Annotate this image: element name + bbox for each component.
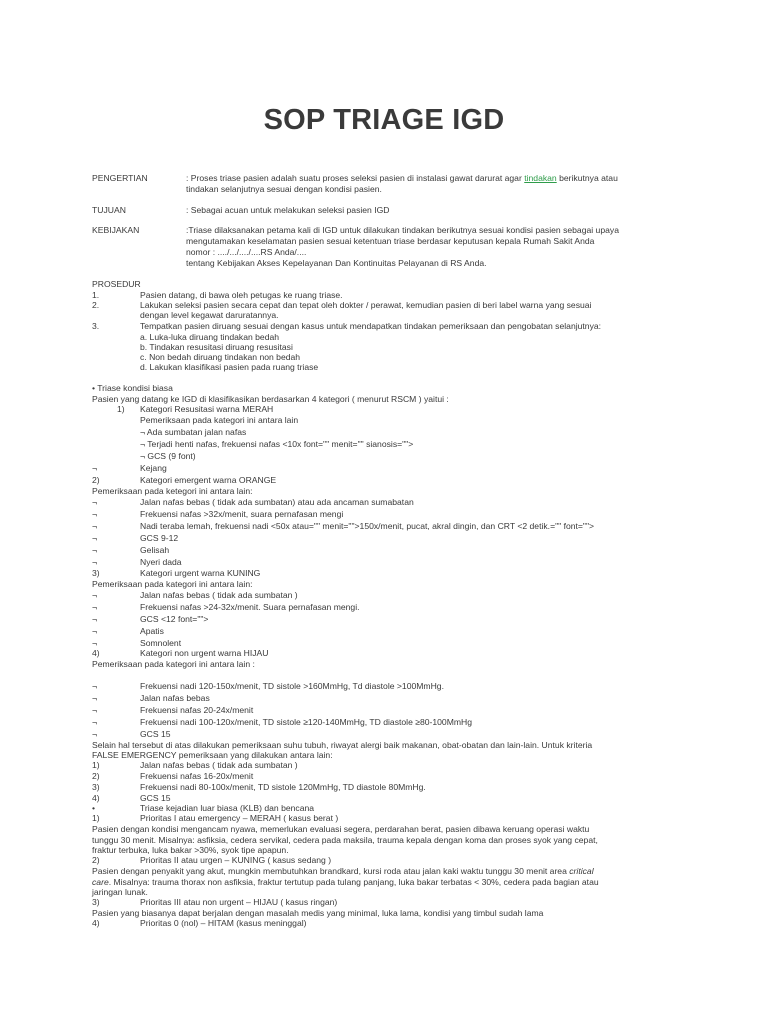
- kategori-4-item: Jalan nafas bebas: [140, 693, 210, 703]
- kategori-2-intro: Pemeriksaan pada ketegori ini antara lain:: [92, 486, 253, 496]
- kategori-3-intro: Pemeriksaan pada kategori ini antara lain:: [92, 579, 253, 589]
- prioritas-2-desc-1-italic: critical: [569, 866, 594, 876]
- tujuan-label: TUJUAN: [92, 205, 126, 215]
- prioritas-2-desc-1: [92, 866, 594, 876]
- negation-bullet: ¬: [92, 638, 98, 648]
- kategori-1-item: ¬ Terjadi henti nafas, frekuensi nafas <10x font="" menit="" sianosis="">: [140, 439, 414, 449]
- kategori-4-title: Kategori non urgent warna HIJAU: [140, 648, 269, 658]
- false-emergency-intro-1: Selain hal tersebut di atas dilakukan pemeriksaan suhu tubuh, riwayat alergi baik makanan, obat-obatan dan lain-lain. Untuk kriteria: [92, 740, 593, 750]
- page-title: SOP TRIAGE IGD: [263, 104, 505, 136]
- prioritas-1-desc-1: Pasien dengan kondisi mengancam nyawa, memerlukan evaluasi segera, perdarahan berat, pasien dibawa keruang operasi waktu: [92, 824, 590, 834]
- prioritas-1-title: Prioritas I atau emergency – MERAH ( kasus berat ): [140, 813, 339, 823]
- prioritas-2-desc-2: [92, 877, 599, 887]
- kebijakan-text-1: :Triase dilaksanakan petama kali di IGD untuk dilakukan tindakan berikutnya sesuai kondisi pasien sebagai upaya: [186, 225, 619, 235]
- kategori-3-item: Apatis: [140, 626, 164, 636]
- kategori-1-title: Kategori Resusitasi warna MERAH: [140, 404, 274, 414]
- kategori-3-num: 3): [92, 568, 100, 578]
- prosedur-step-3d: d. Lakukan klasifikasi pasien pada ruang triase: [140, 362, 319, 372]
- prosedur-step-2a: Lakukan seleksi pasien secara cepat dan tepat oleh dokter / perawat, kemudian pasien di beri label warna yang sesuai: [140, 300, 592, 310]
- kategori-2-title: Kategori emergent warna ORANGE: [140, 475, 277, 485]
- prosedur-step-2b: dengan level kegawat daruratannya.: [140, 310, 279, 320]
- prioritas-2-desc-2-italic: care: [92, 877, 109, 887]
- kebijakan-text-4: tentang Kebijakan Akses Kepelayanan Dan Kontinuitas Pelayanan di RS Anda.: [186, 258, 487, 268]
- negation-bullet: ¬: [92, 614, 98, 624]
- kategori-2-item: Frekuensi nafas >32x/menit, suara pernafasan mengi: [140, 509, 344, 519]
- kebijakan-text-3: nomor : ..../.../..../....RS Anda/....: [186, 247, 307, 257]
- kategori-4-num: 4): [92, 648, 100, 658]
- pengertian-text-post: berikutnya atau: [556, 173, 618, 183]
- triase-biasa-intro: Pasien yang datang ke IGD di klasifikasikan berdasarkan 4 kategori ( menurut RSCM ) yaitui :: [92, 394, 449, 404]
- prosedur-step-3: Tempatkan pasien diruang sesuai dengan kasus untuk mendapatkan tindakan pemeriksaan dan pengobatan selanjutnya:: [140, 321, 602, 331]
- pengertian-text-pre: : Proses triase pasien adalah suatu proses seleksi pasien di instalasi gawat darurat agar: [186, 173, 525, 183]
- negation-bullet: ¬: [92, 626, 98, 636]
- tindakan-link[interactable]: tindakan: [524, 173, 557, 183]
- prioritas-2-desc-3: jaringan lunak.: [92, 887, 148, 897]
- kategori-2-item: GCS 9-12: [140, 533, 179, 543]
- kategori-3-item: Jalan nafas bebas ( tidak ada sumbatan ): [140, 590, 298, 600]
- prosedur-step-3c: c. Non bedah diruang tindakan non bedah: [140, 352, 301, 362]
- prosedur-step-3a: a. Luka-luka diruang tindakan bedah: [140, 332, 280, 342]
- negation-bullet: ¬: [92, 705, 98, 715]
- prioritas-4-title: Prioritas 0 (nol) – HITAM (kasus meninggal): [140, 918, 307, 928]
- kategori-4-item: Frekuensi nadi 120-150x/menit, TD sistole >160MmHg, Td diastole >100MmHg.: [140, 681, 444, 691]
- kategori-4-item: GCS 15: [140, 729, 171, 739]
- kategori-2-item: Nyeri dada: [140, 557, 182, 567]
- prosedur-step-1: Pasien datang, di bawa oleh petugas ke ruang triase.: [140, 290, 343, 300]
- prioritas-3-title: Prioritas III atau non urgent – HIJAU ( kasus ringan): [140, 897, 338, 907]
- prosedur-num-1: 1.: [92, 290, 100, 300]
- negation-bullet: ¬: [92, 602, 98, 612]
- false-emergency-item: Frekuensi nafas 16-20x/menit: [140, 771, 254, 781]
- prioritas-1-desc-2: tunggu 30 menit. Misalnya: asfiksia, cedera servikal, cedera pada maksila, trauma kepala dengan koma dan proses syok yang cepat,: [92, 835, 598, 845]
- kategori-2-item: Jalan nafas bebas ( tidak ada sumbatan) atau ada ancaman sumabatan: [140, 497, 414, 507]
- prioritas-1-num: 1): [92, 813, 100, 823]
- negation-bullet: ¬: [92, 521, 98, 531]
- prioritas-4-num: 4): [92, 918, 100, 928]
- negation-bullet: ¬: [92, 681, 98, 691]
- kategori-1-item: Kejang: [140, 463, 167, 473]
- klb-bullet: •: [92, 803, 96, 813]
- negation-bullet: ¬: [92, 693, 98, 703]
- kebijakan-text-2: mengutamakan keselamatan pasien sesuai ketentuan triase berdasar keputusan kepala Rumah Sakit Anda: [186, 236, 595, 246]
- negation-bullet: ¬: [92, 533, 98, 543]
- kategori-3-item: Frekuensi nafas >24-32x/menit. Suara pernafasan mengi.: [140, 602, 360, 612]
- prosedur-num-2: 2.: [92, 300, 100, 310]
- kategori-3-item: GCS <12 font="">: [140, 614, 209, 624]
- kategori-3-item: Somnolent: [140, 638, 182, 648]
- triase-biasa-heading: • Triase kondisi biasa: [92, 383, 173, 393]
- kategori-1-item: ¬ Ada sumbatan jalan nafas: [140, 427, 247, 437]
- prosedur-heading: PROSEDUR: [92, 279, 141, 289]
- negation-bullet: ¬: [92, 729, 98, 739]
- klb-heading: Triase kejadian luar biasa (KLB) dan bencana: [140, 803, 315, 813]
- kategori-1-item: ¬ GCS (9 font): [140, 451, 196, 461]
- kategori-2-item: Gelisah: [140, 545, 170, 555]
- prioritas-2-desc-1-text: Pasien dengan penyakit yang akut, mungkin membutuhkan brandkard, kursi roda atau jalan kaki waktu tunggu 30 menit area: [92, 866, 570, 876]
- false-emergency-intro-2: FALSE EMERGENCY pemeriksaan yang dilakukan antara lain:: [92, 750, 333, 760]
- kategori-4-item: Frekuensi nadi 100-120x/menit, TD sistole ≥120-140MmHg, TD diastole ≥80-100MmHg: [140, 717, 473, 727]
- false-emergency-item: GCS 15: [140, 793, 171, 803]
- kebijakan-label: KEBIJAKAN: [92, 225, 140, 235]
- pengertian-label: PENGERTIAN: [92, 173, 148, 183]
- negation-bullet: ¬: [92, 717, 98, 727]
- tujuan-text: : Sebagai acuan untuk melakukan seleksi pasien IGD: [186, 205, 390, 215]
- prioritas-1-desc-3: fraktur terbuka, luka bakar >30%, syok tipe apapun.: [92, 845, 289, 855]
- kategori-1-intro: Pemeriksaan pada kategori ini antara lain: [140, 415, 299, 425]
- negation-bullet: ¬: [92, 509, 98, 519]
- false-emergency-item: Jalan nafas bebas ( tidak ada sumbatan ): [140, 760, 298, 770]
- prioritas-2-desc-2-text: . Misalnya: trauma thorax non asfiksia, fraktur tertutup pada tulang panjang, luka bakar terbatas < 30%, cedera pada bagian atau: [108, 877, 599, 887]
- kategori-4-intro: Pemeriksaan pada kategori ini antara lain :: [92, 659, 255, 669]
- prioritas-2-title: Prioritas II atau urgen – KUNING ( kasus sedang ): [140, 855, 332, 865]
- negation-bullet: ¬: [92, 590, 98, 600]
- false-emergency-num: 4): [92, 793, 100, 803]
- false-emergency-num: 1): [92, 760, 100, 770]
- pengertian-text: [186, 173, 618, 183]
- negation-bullet: ¬: [92, 545, 98, 555]
- prosedur-step-3b: b. Tindakan resusitasi diruang resusitasi: [140, 342, 293, 352]
- prioritas-3-num: 3): [92, 897, 100, 907]
- negation-bullet: ¬: [92, 557, 98, 567]
- prioritas-3-desc: Pasien yang biasanya dapat berjalan dengan masalah medis yang minimal, luka lama, kondisi yang timbul sudah lama: [92, 908, 544, 918]
- negation-bullet: ¬: [92, 463, 98, 473]
- kategori-2-item: Nadi teraba lemah, frekuensi nadi <50x atau="" menit="">150x/menit, pucat, akral dingin, dan CRT <2 detik.="" font="">: [140, 521, 595, 531]
- kategori-3-title: Kategori urgent warna KUNING: [140, 568, 261, 578]
- negation-bullet: ¬: [92, 497, 98, 507]
- false-emergency-num: 3): [92, 782, 100, 792]
- false-emergency-item: Frekuensi nadi 80-100x/menit, TD sistole 120MmHg, TD diastole 80MmHg.: [140, 782, 426, 792]
- pengertian-text-2: tindakan selanjutnya sesuai dengan kondisi pasien.: [186, 184, 382, 194]
- kategori-2-num: 2): [92, 475, 100, 485]
- kategori-1-num: 1): [117, 404, 125, 414]
- kategori-4-item: Frekuensi nafas 20-24x/menit: [140, 705, 254, 715]
- prioritas-2-num: 2): [92, 855, 100, 865]
- prosedur-num-3: 3.: [92, 321, 100, 331]
- false-emergency-num: 2): [92, 771, 100, 781]
